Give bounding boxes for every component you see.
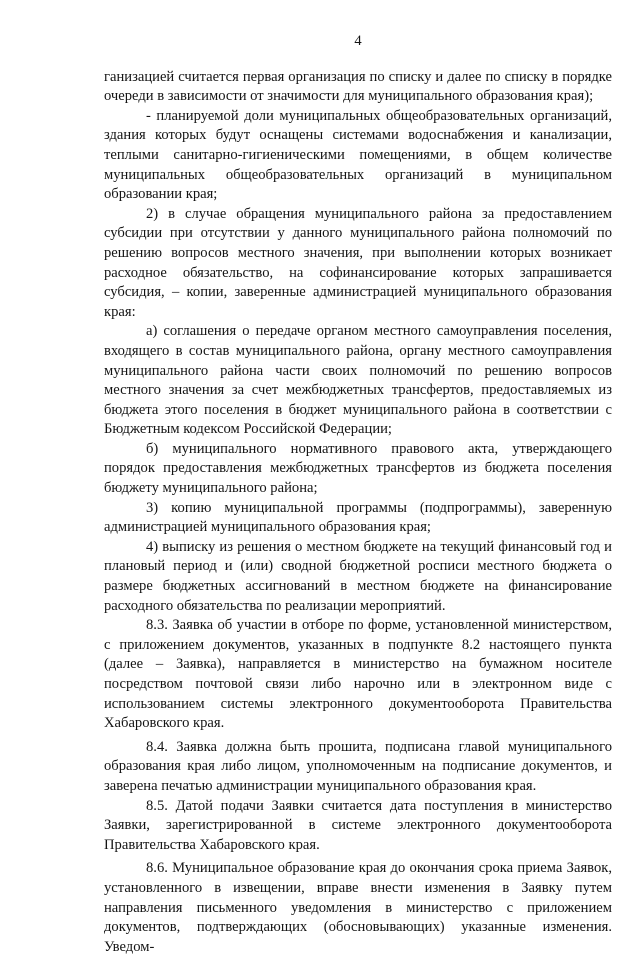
paragraph-item-3: 3) копию муниципальной программы (подпрограммы), заверенную администрацией муниципального образования края;: [104, 499, 612, 536]
paragraph-item-b: б) муниципального нормативного правового акта, утверждающего порядок предоставления межбюджетных трансфертов из бюджета поселения бюджету муниципального района;: [104, 440, 612, 497]
paragraph-continuation: ганизацией считается первая организация по списку и далее по списку в порядке очереди в зависимости от значимости для муниципального образования края);: [104, 68, 612, 105]
page-number: 4: [354, 33, 362, 49]
paragraph-item-4: 4) выписку из решения о местном бюджете на текущий финансовый год и плановый период и (или) сводной бюджетной росписи местного бюджета о размере бюджетных ассигнований в местном бюджете на финансирование расходного обязательства по реализации мероприятий.: [104, 538, 612, 614]
document-page: [104, 32, 612, 957]
paragraph-planned-share: - планируемой доли муниципальных общеобразовательных организаций, здания которых будут оснащены системами водоснабжения и канализации, теплыми санитарно-гигиеническими помещениями, в общем количестве муниципальных общеобразовательных организаций в муниципальном образовании края;: [104, 107, 612, 203]
paragraph-8-4: 8.4. Заявка должна быть прошита, подписана главой муниципального образования края либо лицом, уполномоченным на подписание документов, и заверена печатью администрации муниципального образования края.: [104, 738, 612, 794]
paragraph-8-3: 8.3. Заявка об участии в отборе по форме, установленной министерством, с приложением документов, указанных в подпункте 8.2 настоящего пункта (далее – Заявка), направляется в министерство на бумажном носителе посредством почтовой связи либо нарочно или в электронном виде с использованием системы электронного документооборота Правительства Хабаровского края.: [104, 617, 612, 732]
paragraph-item-a: а) соглашения о передаче органом местного самоуправления поселения, входящего в состав муниципального района, органу местного самоуправления муниципального района части своих полномочий по решению вопросов местного значения за счет межбюджетных трансфертов, предоставляемых из бюджета этого поселения в бюджет муниципального района в соответствии с Бюджетным кодексом Российской Федерации;: [104, 323, 612, 438]
paragraph-8-6: 8.6. Муниципальное образование края до окончания срока приема Заявок, установленного в извещении, вправе внести изменения в Заявку путем направления письменного уведомления в министерство с приложением документов, подтверждающих (обосновывающих) указанные изменения. Уведом-: [104, 860, 612, 955]
paragraph-item-2: 2) в случае обращения муниципального района за предоставлением субсидии при отсутствии у данного муниципального района полномочий по решению вопросов местного значения, при выполнении которых возникает расходное обязательство, на софинансирование которых запрашивается субсидия, – копии, заверенные администрацией муниципального образования края:: [104, 205, 612, 320]
paragraph-8-5: 8.5. Датой подачи Заявки считается дата поступления в министерство Заявки, зарегистрированной в системе электронного документооборота Правительства Хабаровского края.: [104, 797, 612, 853]
